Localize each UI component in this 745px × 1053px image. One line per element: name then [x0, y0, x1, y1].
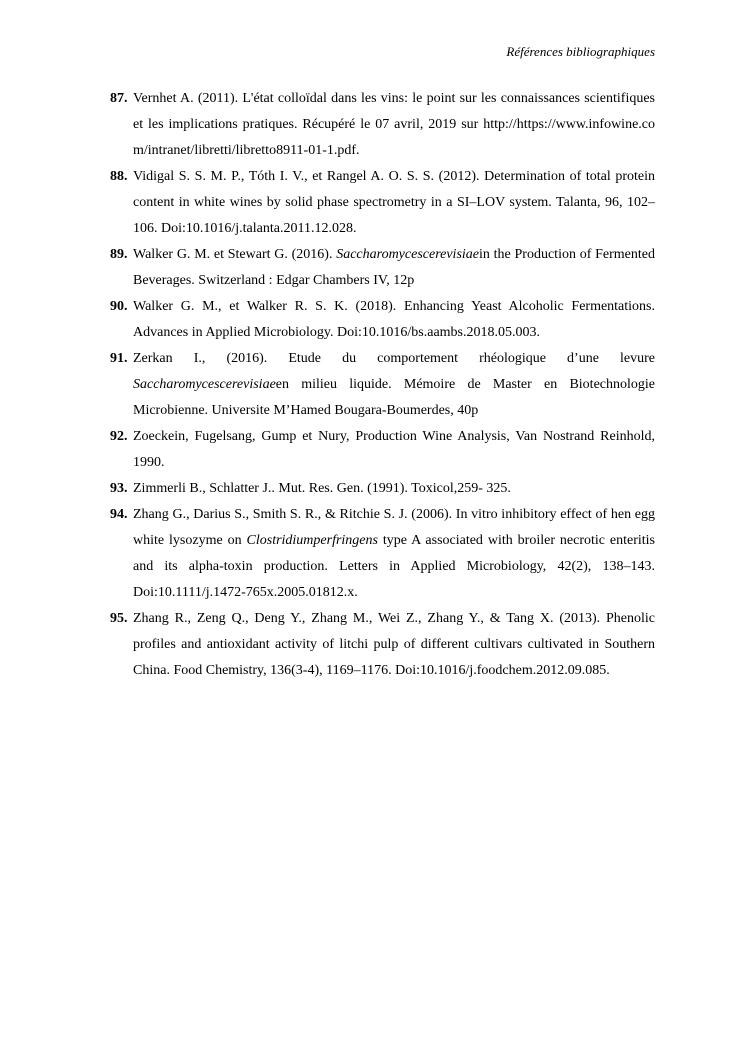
reference-number: 90.: [110, 299, 128, 314]
reference-number: 95.: [110, 611, 128, 626]
reference-item: [110, 606, 655, 684]
reference-number: 94.: [110, 507, 128, 522]
reference-item: [110, 476, 655, 502]
reference-text: en milieu liquide. Mémoire de Master en Biotechnologie Microbienne. Universite M’Hamed Bougara-Boumerdes, 40p: [133, 377, 655, 418]
reference-text: Walker G. M., et Walker R. S. K. (2018). Enhancing Yeast Alcoholic Fermentations. Advances in Applied Microbiology. Doi:10.1016/bs.aambs.2018.05.003.: [133, 299, 655, 340]
reference-text: Zhang R., Zeng Q., Deng Y., Zhang M., Wei Z., Zhang Y., & Tang X. (2013). Phenolic profiles and antioxidant activity of litchi pulp of different cultivars cultivated in Southern China. Food Chemistry, 136(3-4), 1169–1176. Doi:10.1016/j.foodchem.2012.09.085.: [133, 611, 655, 678]
reference-number: 88.: [110, 169, 128, 184]
reference-item: [110, 424, 655, 476]
reference-text: Walker G. M. et Stewart G. (2016).: [133, 247, 337, 262]
reference-number: 91.: [110, 351, 128, 366]
reference-number: 87.: [110, 91, 128, 106]
reference-text: Zhang G., Darius S., Smith S. R., & Ritchie S. J. (2006). In vitro inhibitory effect of hen egg white lysozyme on: [133, 507, 655, 548]
reference-text: Zimmerli B., Schlatter J.. Mut. Res. Gen. (1991). Toxicol,259- 325.: [133, 481, 511, 496]
reference-item: [110, 164, 655, 242]
reference-number: 93.: [110, 481, 128, 496]
reference-item: [110, 346, 655, 424]
reference-text: in the Production of Fermented Beverages. Switzerland : Edgar Chambers IV, 12p: [133, 247, 655, 288]
running-header: Références bibliographiques: [506, 44, 655, 59]
species-name: Clostridiumperfringens: [246, 533, 378, 548]
reference-item: [110, 294, 655, 346]
species-name: Saccharomycescerevisiae: [133, 377, 276, 392]
reference-text: Vidigal S. S. M. P., Tóth I. V., et Rangel A. O. S. S. (2012). Determination of total protein content in white wines by solid phase spectrometry in a SI–LOV system. Talanta, 96, 102–106. Doi:10.1016/j.talanta.2011.12.028.: [133, 169, 655, 236]
reference-list: [110, 86, 655, 684]
reference-text: Zoeckein, Fugelsang, Gump et Nury, Production Wine Analysis, Van Nostrand Reinhold, 1990.: [133, 429, 655, 470]
reference-item: [110, 502, 655, 606]
species-name: Saccharomycescerevisiae: [336, 247, 480, 262]
reference-text: type A associated with broiler necrotic enteritis and its alpha-toxin production. Letters in Applied Microbiology, 42(2), 138–143. Doi:10.1111/j.1472-765x.2005.01812.x.: [133, 533, 655, 600]
reference-number: 89.: [110, 247, 128, 262]
reference-text: Vernhet A. (2011). L'état colloïdal dans les vins: le point sur les connaissances scientifiques et les implications pratiques. Récupéré le 07 avril, 2019 sur: [133, 91, 655, 132]
reference-text: Zerkan I., (2016). Etude du comportement rhéologique d’une levure: [133, 351, 655, 366]
reference-url: http://https://www.infowine.com/intranet/libretti/libretto8911-01-1.pdf.: [133, 117, 655, 158]
reference-item: [110, 242, 655, 294]
reference-item: [110, 86, 655, 164]
reference-number: 92.: [110, 429, 128, 444]
